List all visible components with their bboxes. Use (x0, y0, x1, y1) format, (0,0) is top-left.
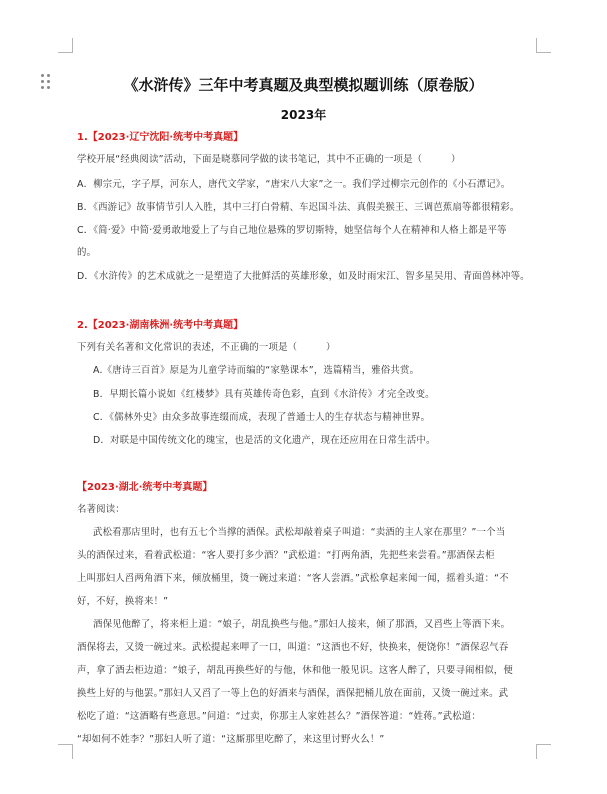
q1-option-c-line2: 的。 (77, 247, 97, 258)
crop-mark-bottom-left (58, 744, 73, 759)
year-heading: 2023年 (280, 108, 327, 122)
q2-header: 2.【2023·湖南株洲·统考中考真题】 (77, 320, 244, 331)
q1-option-b: B．《西游记》故事情节引人入胜，其中三打白骨精、车迟国斗法、真假美猴王、三调芭蕉扇等都很精彩。 (77, 202, 520, 213)
q2-option-c: C．《儒林外史》由众多故事连缀而成，表现了普通士人的生存状态与精神世界。 (93, 412, 431, 423)
q1-stem: 学校开展“经典阅读”活动，下面是晓慕同学做的读书笔记，其中不正确的一项是（ ） (77, 154, 461, 165)
q2-option-b: B．早期长篇小说如《红楼梦》具有英雄传奇色彩，直到《水浒传》才完全改变。 (93, 389, 435, 400)
q2-option-d: D．对联是中国传统文化的瑰宝，也是活的文化遗产，现在还应用在日常生活中。 (93, 435, 436, 446)
q1-option-a: A．柳宗元，字子厚，河东人，唐代文学家，“唐宋八大家”之一。我们学过柳宗元创作的《小石潭记》。 (77, 179, 511, 190)
passage-p2-line2: 酒保将去，又烫一碗过来。武松提起来呷了一口，叫道：“这酒也不好，快换来，便饶你！”酒保忍气吞 (77, 642, 509, 653)
q2-stem: 下列有关名著和文化常识的表述，不正确的一项是（ ） (77, 342, 336, 353)
passage-p1-line3: 上叫那妇人舀两角酒下来，倾放桶里，烫一碗过来道：“客人尝酒。”武松拿起来闻一闻，摇着头道：“不 (77, 573, 509, 584)
q1-option-d: D．《水浒传》的艺术成就之一是塑造了大批鲜活的英雄形象，如及时雨宋江、智多星吴用、青面兽林冲等。 (77, 271, 530, 282)
crop-mark-top-right (536, 38, 551, 53)
q1-option-c-line1: C．《简·爱》中简·爱勇敢地爱上了与自己地位悬殊的罗切斯特，她坚信每个人在精神和人格上都是平等 (77, 225, 507, 236)
passage-p2-line5: 松吃了道：“这酒略有些意思。”问道：“过卖，你那主人家姓甚么？”酒保答道：“姓蒋。”武松道： (77, 711, 481, 722)
passage-p2-line6: “却如何不姓李？”那妇人听了道：“这厮那里吃醉了，来这里讨野火么！” (77, 734, 385, 745)
passage-p1-line1: 武松看那店里时，也有五七个当撑的酒保。武松却敲着桌子叫道：“卖酒的主人家在那里？”一个当 (93, 527, 506, 538)
q2-option-a: A.《唐诗三百首》原是为儿童学诗而编的“家塾课本”，选篇精当，雅俗共赏。 (93, 365, 420, 376)
crop-mark-bottom-right (536, 744, 551, 759)
passage-p2-line3: 声，拿了酒去柜边道：“娘子，胡乱再换些好的与他，休和他一般见识。这客人醉了，只要寻闹相似，便 (77, 665, 513, 676)
q3-intro: 名著阅读： (77, 504, 125, 515)
document-title: 《水浒传》三年中考真题及典型模拟题训练（原卷版） (123, 76, 484, 94)
q1-header: 1.【2023·辽宁沈阳·统考中考真题】 (77, 132, 244, 143)
passage-p1-line2: 头的酒保过来，看着武松道：“客人要打多少酒？”武松道：“打两角酒，先把些来尝看。”那酒保去柜 (77, 550, 495, 561)
crop-mark-top-left (58, 38, 73, 53)
passage-p2-line1: 酒保见他醉了，将来柜上道：“娘子，胡乱换些与他。”那妇人接来，倾了那酒，又舀些上等酒下来。 (93, 619, 511, 630)
q3-header: 【2023·湖北·统考中考真题】 (77, 482, 213, 493)
passage-p1-line4: 好，不好，换将来！” (77, 596, 169, 607)
passage-p2-line4: 换些上好的与他罢。”那妇人又舀了一等上色的好酒来与酒保，酒保把桶儿放在面前，又烫一碗过来。武 (77, 688, 509, 699)
